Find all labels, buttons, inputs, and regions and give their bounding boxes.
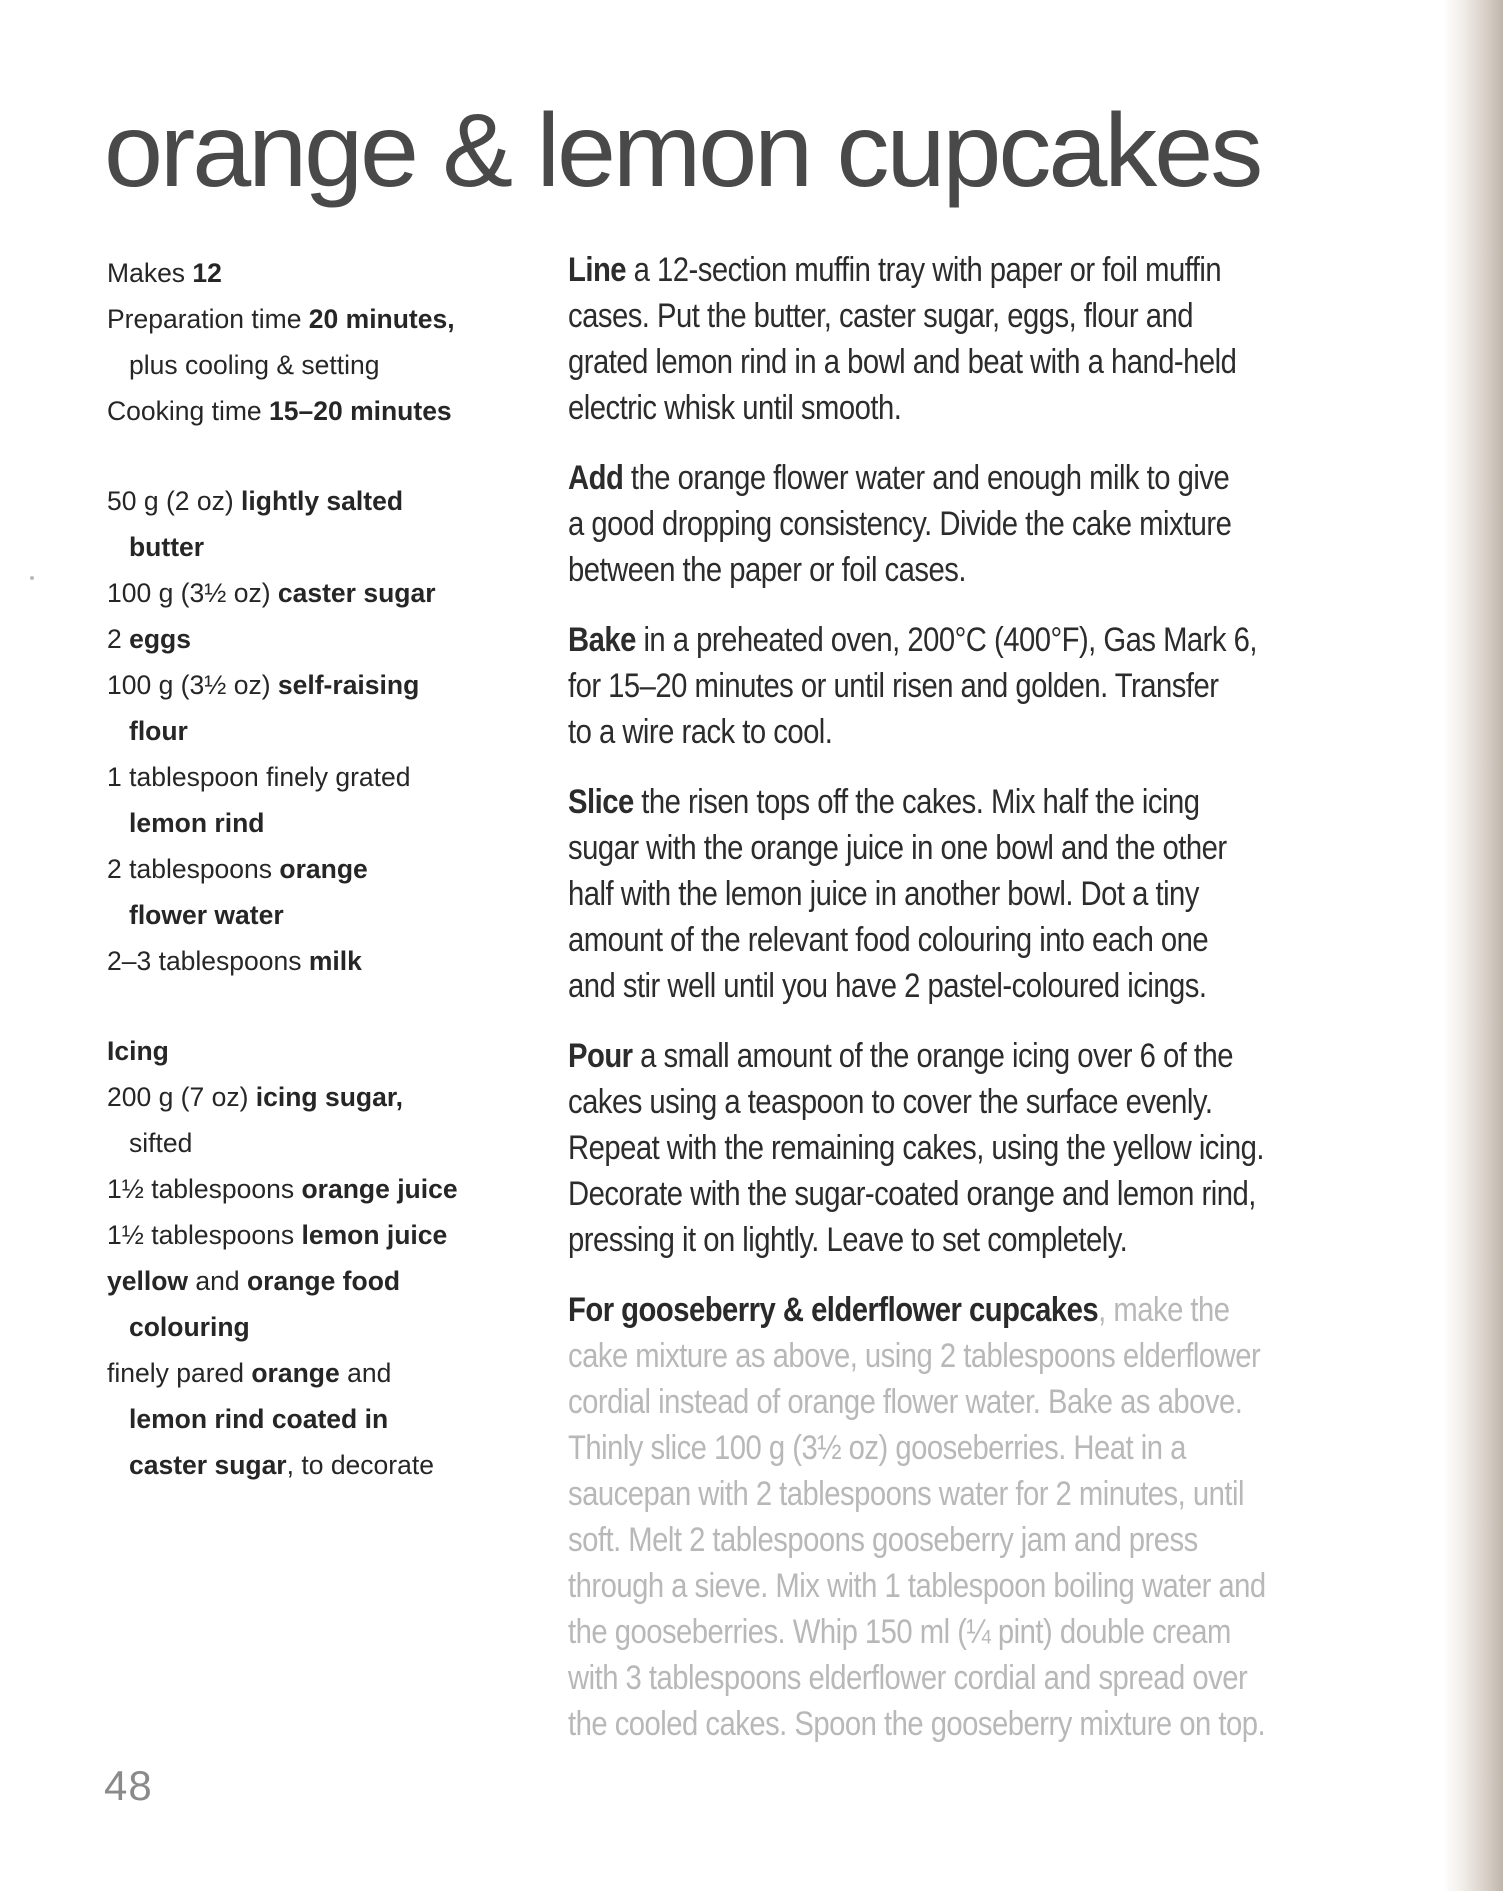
text: Decorate with the sugar-coated orange and lemon rind, bbox=[568, 1175, 1256, 1213]
ingredients-column bbox=[107, 250, 537, 1488]
bold-text: lemon rind coated in bbox=[129, 1404, 389, 1434]
bold-text: orange juice bbox=[301, 1174, 458, 1204]
bold-text: flour bbox=[129, 716, 188, 746]
text: and bbox=[188, 1266, 247, 1296]
text: between the paper or foil cases. bbox=[568, 551, 966, 589]
text: Cooking time bbox=[107, 396, 270, 426]
text: sugar with the orange juice in one bowl and the other bbox=[568, 829, 1227, 867]
text: grated lemon rind in a bowl and beat with a hand-held bbox=[568, 343, 1237, 381]
text: finely pared bbox=[107, 1358, 252, 1388]
bold-text: orange food bbox=[246, 1266, 401, 1296]
text: with 3 tablespoons elderflower cordial and spread over bbox=[568, 1659, 1248, 1697]
method-line bbox=[568, 825, 1325, 871]
method-line bbox=[568, 917, 1325, 963]
method-line bbox=[568, 385, 1325, 431]
icing-ingredient-line bbox=[107, 1120, 537, 1166]
ingredient-line bbox=[107, 524, 537, 570]
page-gutter-shadow bbox=[1443, 0, 1503, 1891]
method-line bbox=[568, 247, 1325, 293]
text: , to decorate bbox=[286, 1450, 434, 1480]
bold-text: 12 bbox=[192, 258, 222, 288]
icing-heading: Icing bbox=[107, 1036, 169, 1066]
spacer bbox=[107, 984, 537, 1028]
ingredient-line bbox=[107, 478, 537, 524]
bold-text: For gooseberry & elderflower cupcakes bbox=[568, 1291, 1099, 1329]
bold-text: lightly salted bbox=[241, 486, 404, 516]
text: sifted bbox=[129, 1128, 193, 1158]
text: cases. Put the butter, caster sugar, eggs, flour and bbox=[568, 297, 1193, 335]
bold-text: Line bbox=[568, 251, 627, 289]
text: cakes using a teaspoon to cover the surface evenly. bbox=[568, 1083, 1213, 1121]
text: plus cooling & setting bbox=[129, 350, 380, 380]
bold-text: lemon rind bbox=[129, 808, 265, 838]
icing-list bbox=[107, 1074, 537, 1488]
bold-text: orange bbox=[279, 854, 368, 884]
bold-text: lemon juice bbox=[301, 1220, 448, 1250]
method-line bbox=[568, 1517, 1325, 1563]
text: saucepan with 2 tablespoons water for 2 minutes, until bbox=[568, 1475, 1244, 1513]
text: and stir well until you have 2 pastel-coloured icings. bbox=[568, 967, 1207, 1005]
ingredient-line bbox=[107, 616, 537, 662]
icing-ingredient-line bbox=[107, 1442, 537, 1488]
bold-text: Slice bbox=[568, 783, 634, 821]
bold-text: 20 minutes, bbox=[308, 304, 455, 334]
text: 100 g (3½ oz) bbox=[107, 578, 278, 608]
method-line bbox=[568, 1333, 1325, 1379]
text: 1½ tablespoons bbox=[107, 1220, 302, 1250]
info-line bbox=[107, 250, 537, 296]
method-line bbox=[568, 547, 1325, 593]
text: Thinly slice 100 g (3½ oz) gooseberries. Heat in a bbox=[568, 1429, 1186, 1467]
method-line bbox=[568, 1655, 1325, 1701]
bold-text: 15–20 minutes bbox=[269, 396, 452, 426]
method-line bbox=[568, 963, 1325, 1009]
text: a 12-section muffin tray with paper or foil muffin bbox=[626, 251, 1222, 289]
spacer bbox=[107, 434, 537, 478]
method-column bbox=[568, 247, 1448, 1771]
method-step-slice bbox=[568, 779, 1448, 1009]
bold-text: caster sugar bbox=[277, 578, 436, 608]
text: 1 tablespoon finely grated bbox=[107, 762, 411, 792]
text: a small amount of the orange icing over 6 of the bbox=[632, 1037, 1234, 1075]
method-line bbox=[568, 455, 1325, 501]
text: Makes bbox=[107, 258, 193, 288]
method-line bbox=[568, 1079, 1325, 1125]
method-line bbox=[568, 709, 1325, 755]
text: through a sieve. Mix with 1 tablespoon boiling water and bbox=[568, 1567, 1266, 1605]
icing-ingredient-line bbox=[107, 1258, 537, 1304]
text: 2–3 tablespoons bbox=[107, 946, 309, 976]
bold-text: orange bbox=[251, 1358, 340, 1388]
ingredient-list bbox=[107, 478, 537, 984]
bold-text: yellow bbox=[107, 1266, 189, 1296]
method-line bbox=[568, 1563, 1325, 1609]
bold-text: colouring bbox=[129, 1312, 250, 1342]
bold-text: Pour bbox=[568, 1037, 633, 1075]
method-line bbox=[568, 617, 1325, 663]
bold-text: flower water bbox=[129, 900, 284, 930]
text: half with the lemon juice in another bowl. Dot a tiny bbox=[568, 875, 1199, 913]
icing-ingredient-line bbox=[107, 1074, 537, 1120]
bold-text: butter bbox=[129, 532, 205, 562]
text: cordial instead of orange flower water. Bake as above. bbox=[568, 1383, 1243, 1421]
icing-ingredient-line bbox=[107, 1304, 537, 1350]
page-number: 48 bbox=[104, 1762, 153, 1809]
text: 2 bbox=[107, 624, 130, 654]
ingredient-line bbox=[107, 662, 537, 708]
method-line bbox=[568, 1171, 1325, 1217]
text: the cooled cakes. Spoon the gooseberry mixture on top. bbox=[568, 1705, 1266, 1743]
method-line bbox=[568, 1379, 1325, 1425]
method-line bbox=[568, 1471, 1325, 1517]
text: for 15–20 minutes or until risen and golden. Transfer bbox=[568, 667, 1219, 705]
text: 50 g (2 oz) bbox=[107, 486, 242, 516]
method-step-add bbox=[568, 455, 1448, 593]
method-step-bake bbox=[568, 617, 1448, 755]
ingredient-line bbox=[107, 754, 537, 800]
icing-ingredient-line bbox=[107, 1396, 537, 1442]
method-step-pour bbox=[568, 1033, 1448, 1263]
bold-text: eggs bbox=[129, 624, 191, 654]
text: and bbox=[339, 1358, 392, 1388]
text: 2 tablespoons bbox=[107, 854, 280, 884]
method-line bbox=[568, 501, 1325, 547]
method-step-variation bbox=[568, 1287, 1448, 1747]
bold-text: caster sugar bbox=[129, 1450, 287, 1480]
text: amount of the relevant food colouring into each one bbox=[568, 921, 1209, 959]
ingredient-line bbox=[107, 570, 537, 616]
ingredient-line bbox=[107, 800, 537, 846]
text: a good dropping consistency. Divide the cake mixture bbox=[568, 505, 1232, 543]
method-line bbox=[568, 293, 1325, 339]
text: 1½ tablespoons bbox=[107, 1174, 302, 1204]
method-line bbox=[568, 1217, 1325, 1263]
bold-text: Add bbox=[568, 459, 624, 497]
info-line bbox=[107, 296, 537, 342]
text: pressing it on lightly. Leave to set completely. bbox=[568, 1221, 1128, 1259]
text: 100 g (3½ oz) bbox=[107, 670, 278, 700]
info-line bbox=[107, 342, 537, 388]
icing-ingredient-line bbox=[107, 1350, 537, 1396]
scan-speck bbox=[30, 576, 34, 580]
icing-ingredient-line bbox=[107, 1212, 537, 1258]
text: Preparation time bbox=[107, 304, 309, 334]
text: 200 g (7 oz) bbox=[107, 1082, 256, 1112]
ingredient-line bbox=[107, 708, 537, 754]
method-line bbox=[568, 339, 1325, 385]
method-line bbox=[568, 1287, 1325, 1333]
method-line bbox=[568, 1033, 1325, 1079]
recipe-title: orange & lemon cupcakes bbox=[104, 92, 1261, 209]
text: the gooseberries. Whip 150 ml (¼ pint) double cream bbox=[568, 1613, 1231, 1651]
bold-text: milk bbox=[308, 946, 362, 976]
method-line bbox=[568, 779, 1325, 825]
text: soft. Melt 2 tablespoons gooseberry jam and press bbox=[568, 1521, 1198, 1559]
method-line bbox=[568, 1425, 1325, 1471]
method-line bbox=[568, 1609, 1325, 1655]
method-line bbox=[568, 871, 1325, 917]
text: the risen tops off the cakes. Mix half the icing bbox=[633, 783, 1200, 821]
text: , make the bbox=[1098, 1291, 1230, 1329]
method-line bbox=[568, 1125, 1325, 1171]
text: electric whisk until smooth. bbox=[568, 389, 902, 427]
recipe-info bbox=[107, 250, 537, 434]
text: cake mixture as above, using 2 tablespoons elderflower bbox=[568, 1337, 1261, 1375]
bold-text: icing sugar, bbox=[255, 1082, 404, 1112]
ingredient-line bbox=[107, 938, 537, 984]
method-step-line bbox=[568, 247, 1448, 431]
text: to a wire rack to cool. bbox=[568, 713, 833, 751]
text: Repeat with the remaining cakes, using the yellow icing. bbox=[568, 1129, 1264, 1167]
bold-text: self-raising bbox=[277, 670, 420, 700]
icing-ingredient-line bbox=[107, 1166, 537, 1212]
text: the orange flower water and enough milk to give bbox=[623, 459, 1230, 497]
method-line bbox=[568, 1701, 1325, 1747]
ingredient-line bbox=[107, 846, 537, 892]
method-line bbox=[568, 663, 1325, 709]
ingredient-line bbox=[107, 892, 537, 938]
bold-text: Bake bbox=[568, 621, 636, 659]
info-line bbox=[107, 388, 537, 434]
text: in a preheated oven, 200°C (400°F), Gas Mark 6, bbox=[635, 621, 1257, 659]
